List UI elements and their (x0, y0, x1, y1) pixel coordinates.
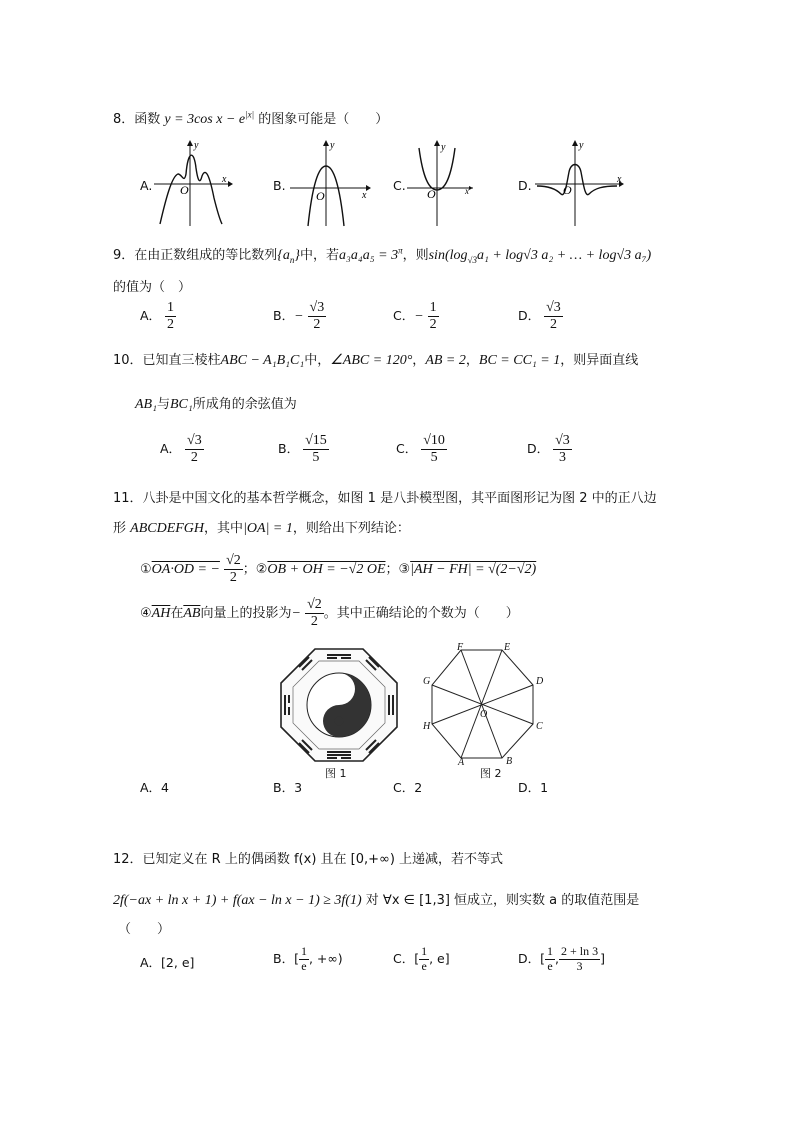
q11-answer-b: B．3 (273, 780, 303, 795)
q11-answer-c: C．2 (393, 780, 423, 795)
q8-graph-c (405, 138, 485, 228)
q8-graph-d (533, 138, 628, 228)
q11-line2: 形 ABCDEFGH，其中|OA| = 1，则给出下列结论： (113, 521, 410, 536)
q10-line1: 10．已知直三棱柱ABC − A₁B₁C₁中，∠ABC = 120°，AB = 2，BC = CC₁ = 1，则异面直线 (113, 353, 639, 368)
q12-option-b: B．[ $\frac{1}{e}$ , +∞) (273, 944, 343, 973)
figure-1-caption: 图 1 (325, 767, 347, 780)
svg-text:O: O (180, 183, 189, 197)
q10-option-b: B． $\frac{√15}{5}$ (278, 433, 327, 466)
vertex-e: E (504, 642, 511, 653)
q8-option-d-label: D. (518, 178, 532, 193)
q8-option-c-label: C. (393, 178, 406, 193)
q10-bc: BC = CC₁ = 1 (478, 353, 561, 368)
q9-option-b: B．− $\frac{√3}{2}$ (273, 300, 325, 333)
q9-seq: $\{a_n\}$ (277, 248, 300, 265)
q8-stem-prefix: 8．函数 (113, 112, 161, 127)
q10-option-a: A． $\frac{√3}{2}$ (160, 433, 202, 466)
q8-option-a-label: A. (140, 178, 153, 193)
q12-option-a: A．[2, e] (140, 955, 195, 970)
q12-line3: （ ） (118, 922, 171, 937)
svg-text:x: x (362, 190, 367, 201)
vertex-c: C (536, 721, 543, 732)
q8-formula: y = 3cos $x - e^{|x|}$ (164, 109, 255, 127)
q8-graph-b (288, 138, 373, 228)
figure-2-caption: 图 2 (480, 767, 502, 780)
q9-condition: $a_3a_4a_5 = 3^\pi$ (339, 245, 403, 263)
q11-c2-expr: OB + OH = −√2 OE (267, 562, 386, 578)
q9-line1: 9．在由正数组成的等比数列$\{a_n\}$中，若$a_3a_4a_5 = 3^\pi$，则$\sin(\log_{√3}a_1 + \log√3$ a₂ + … + log√3 a₇) (113, 245, 652, 265)
q11-c1-expr: OA·OD = − (151, 562, 220, 578)
q8-stem (113, 108, 388, 128)
q9-option-c: C．− $\frac{1}{2}$ (393, 300, 437, 333)
q12-line1: 12．已知定义在 R 上的偶函数 f(x) 且在 [0,+∞) 上递减，若不等式 (113, 852, 504, 867)
q11-line1: 11．八卦是中国文化的基本哲学概念，如图 1 是八卦模型图，其平面图形记为图 2 中的正八边 (113, 491, 657, 506)
q9-option-a: A． $\frac{1}{2}$ (140, 300, 175, 333)
octagon-figure (420, 640, 560, 766)
vertex-g: G (423, 676, 431, 687)
center-o: O (480, 709, 488, 720)
vertex-f: F (457, 642, 464, 653)
svg-text:O: O (316, 189, 325, 203)
q10-angle: ∠ABC = 120° (330, 353, 413, 368)
q11-c3-expr: |AH − FH| = √(2−√2) (410, 562, 537, 578)
q12-option-c: C．[ $\frac{1}{e}$ , e] (393, 944, 450, 973)
q10-line2: AB₁与BC₁所成角的余弦值为 (135, 397, 297, 412)
bagua-figure (279, 647, 399, 763)
svg-text:O: O (427, 187, 436, 201)
svg-text:O: O (563, 183, 572, 197)
q10-prism: ABC − A₁B₁C₁ (220, 353, 305, 368)
q10-option-c: C． $\frac{√10}{5}$ (396, 433, 445, 466)
vertex-h: H (423, 721, 431, 732)
svg-text:x: x (617, 174, 622, 185)
q11-conclusion-4: $④\overline{AH}$在$\overline{AB}$向量上的投影为− $\frac{√2}{2}$ 。其中正确结论的个数为（ ） (140, 597, 519, 630)
q10-option-d: D． $\frac{√3}{3}$ (527, 433, 570, 466)
q9-expression: $\sin(\log_{√3}a_1 + \log√3$ a₂ + … + log√3 a₇) (428, 248, 652, 265)
vertex-b: B (506, 756, 513, 766)
q10-ab: AB = 2 (425, 353, 466, 368)
q8-graph-a (152, 138, 234, 228)
q9-line2: 的值为（ ） (113, 280, 192, 295)
svg-text:y: y (194, 140, 199, 151)
q11-conclusions-123: ①OA·OD = − $\frac{√2}{2}$ ；②OB + OH = −√2 OE；③|AH − FH| = √(2−√2) (140, 553, 537, 586)
q9-option-d: D． $\frac{√3}{2}$ (518, 300, 561, 333)
vertex-d: D (536, 676, 544, 687)
q11-answer-a: A．4 (140, 780, 170, 795)
svg-text:y: y (579, 140, 584, 151)
q8-stem-suffix: 的图象可能是（ ） (258, 112, 389, 127)
q12-option-d: D．[ $\frac{1}{e}$ , $\frac{2 + \ln 3}{3}$ ] (518, 944, 605, 973)
q8-option-b-label: B. (273, 178, 286, 193)
svg-text:y: y (441, 142, 446, 153)
q11-answer-d: D．1 (518, 780, 549, 795)
svg-text:x: x (465, 186, 469, 196)
svg-text:x: x (222, 174, 227, 185)
q12-line2: 2f(−ax + ln x + 1) + f(ax − ln x − 1) ≥ 3f(1) 对 ∀x ∈ [1,3] 恒成立，则实数 a 的取值范围是 (113, 893, 640, 908)
vertex-a: A (458, 757, 465, 766)
svg-text:y: y (330, 140, 335, 151)
